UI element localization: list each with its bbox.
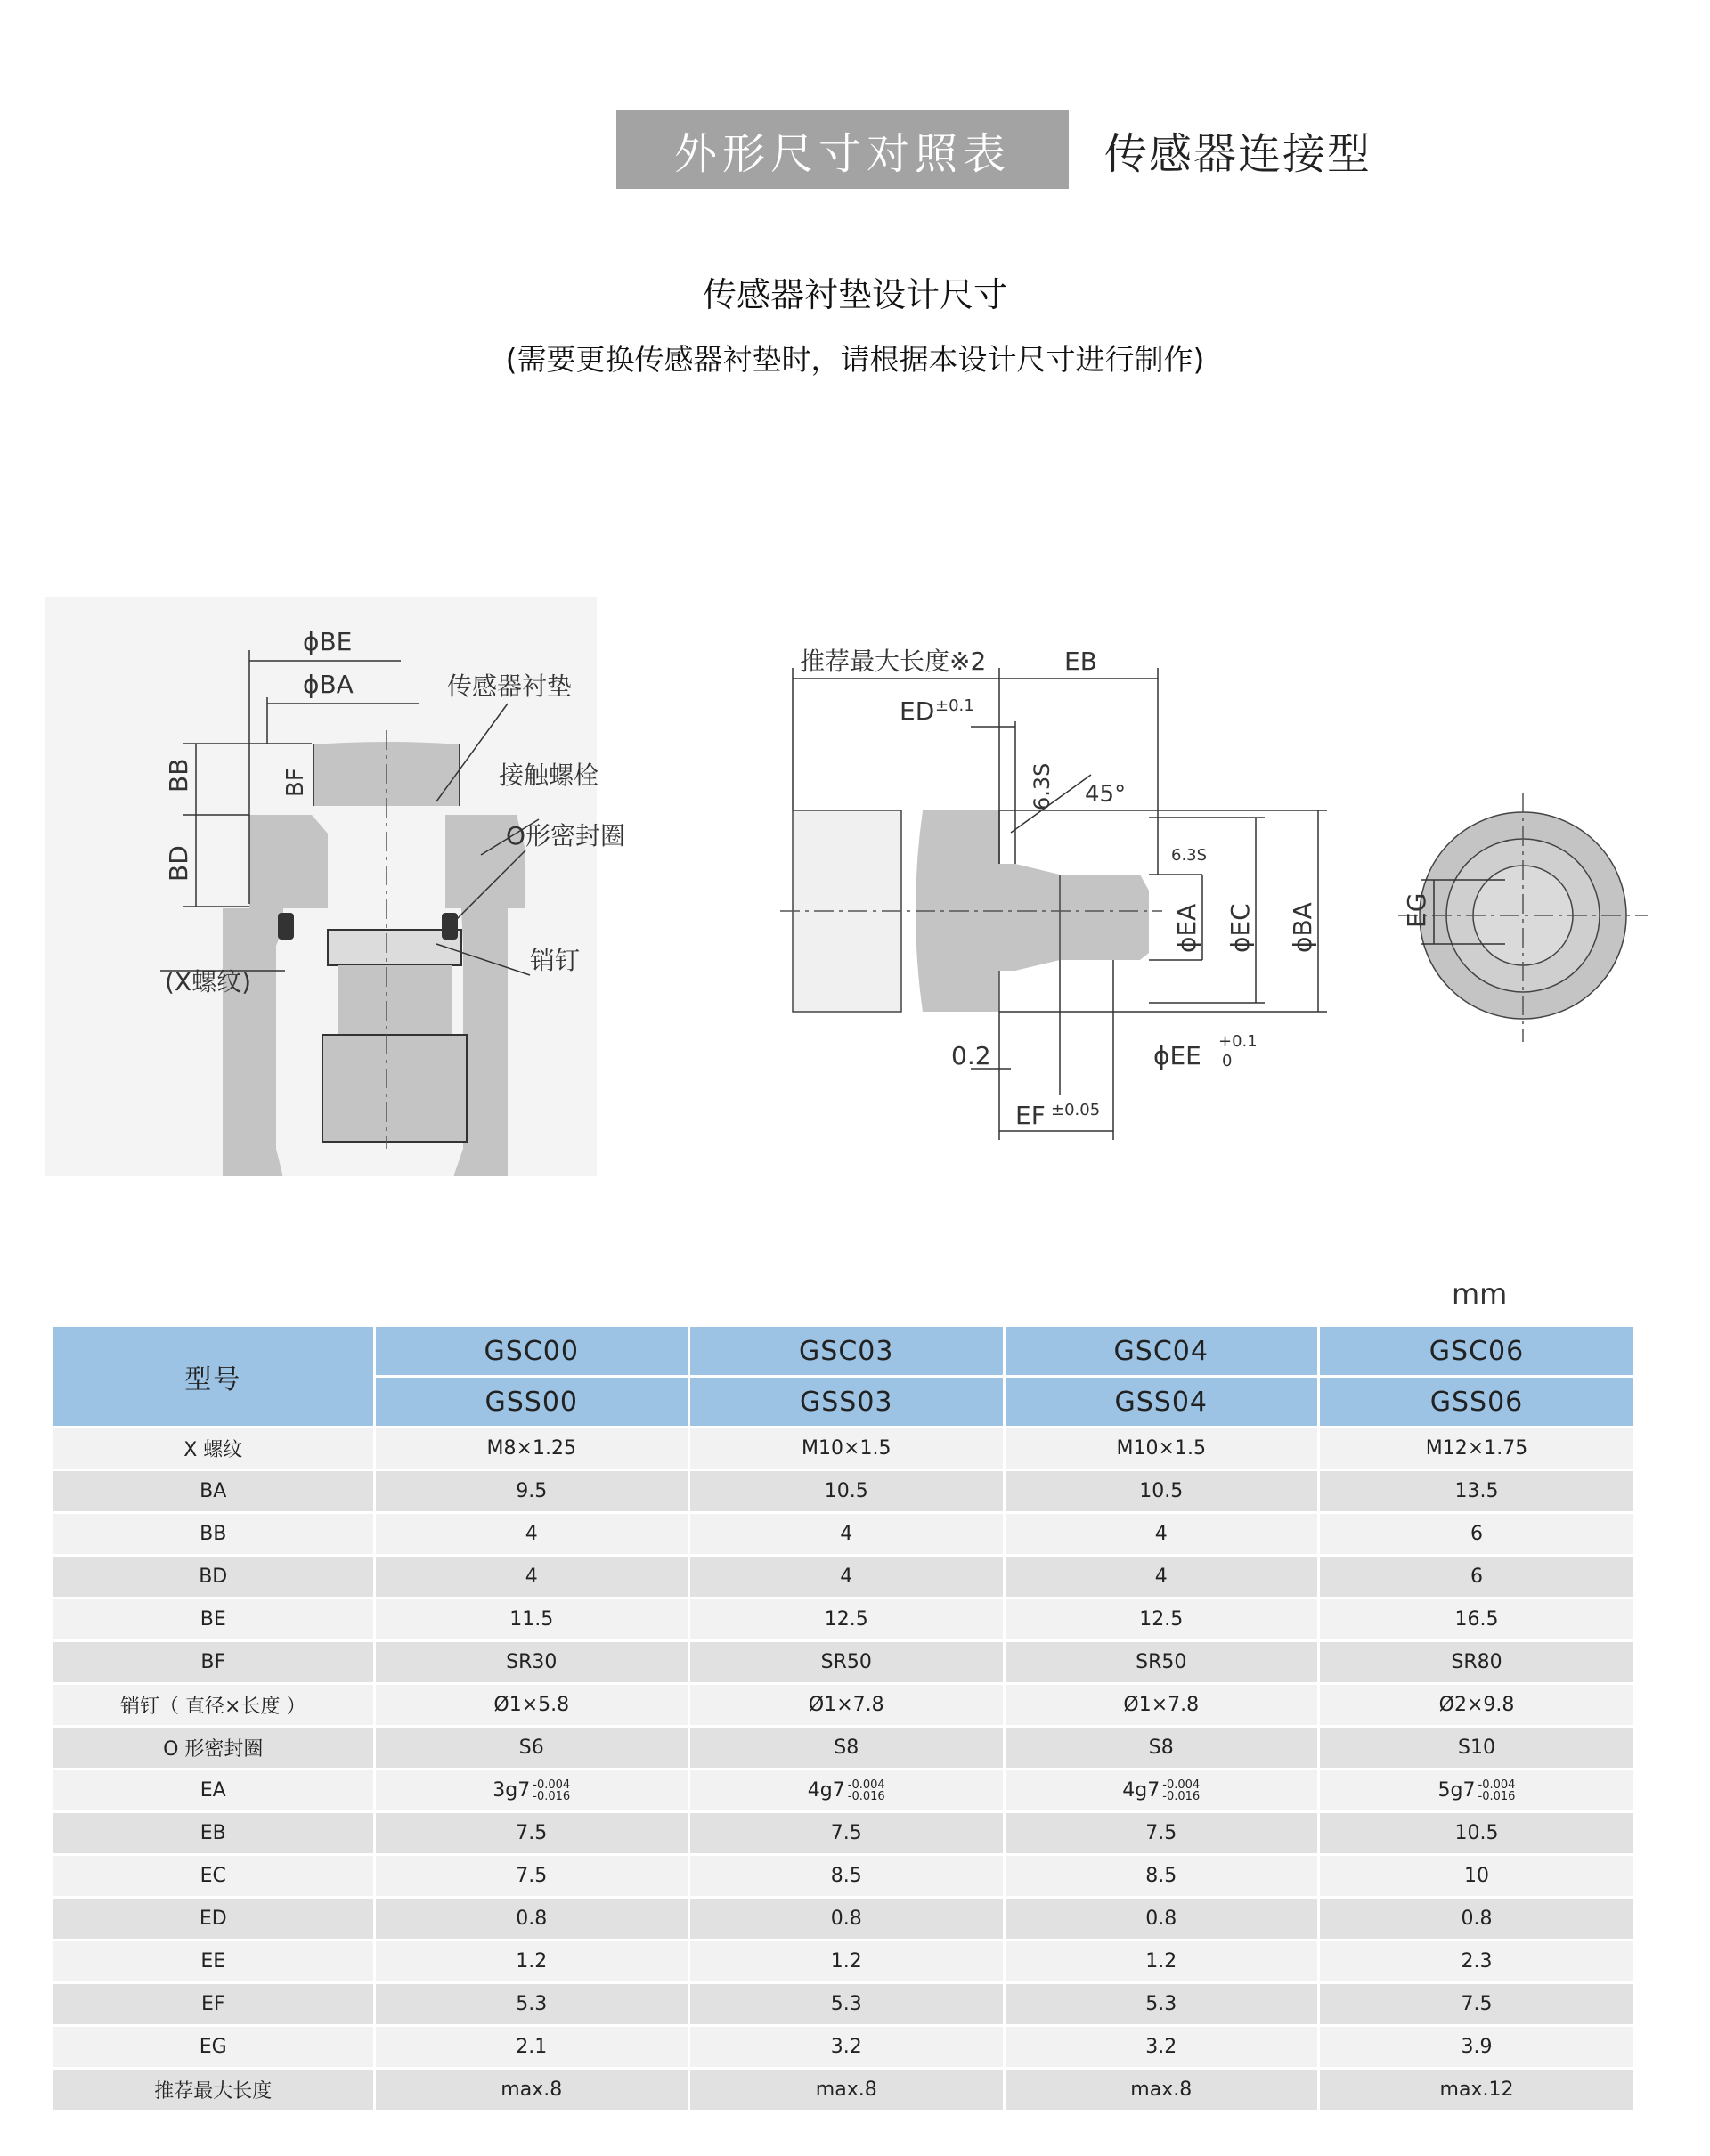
table-row — [53, 1556, 1633, 1599]
table-cell — [1004, 1983, 1319, 2026]
row-label: BE — [53, 1599, 374, 1641]
cell-value: 3.2 — [830, 2036, 862, 2058]
cell-value: 8.5 — [830, 1865, 862, 1887]
table-cell — [374, 1470, 689, 1513]
cell-value: 12.5 — [824, 1608, 868, 1631]
table-cell — [374, 1641, 689, 1684]
left-section-drawing — [45, 597, 625, 1176]
row-label: BF — [53, 1641, 374, 1684]
table-cell — [1319, 1556, 1634, 1599]
table-cell — [1004, 1940, 1319, 1983]
cell-value: M8×1.25 — [486, 1437, 576, 1460]
table-cell — [689, 1983, 1005, 2026]
cell-value: 2.3 — [1461, 1950, 1493, 1973]
cell-value: S8 — [834, 1737, 859, 1759]
label-eb: EB — [1064, 647, 1097, 676]
cell-value: S6 — [518, 1737, 544, 1759]
table-cell — [374, 1855, 689, 1898]
table-cell — [1319, 2026, 1634, 2069]
table-row — [53, 2026, 1633, 2069]
cell-value: max.8 — [1130, 2079, 1193, 2101]
table-row — [53, 1513, 1633, 1556]
cell-value: Ø1×5.8 — [493, 1694, 570, 1716]
table-row — [53, 2069, 1633, 2111]
label-bb: BB — [164, 758, 193, 793]
table-body — [53, 1428, 1633, 2111]
model-gsc: GSC00 — [374, 1327, 689, 1377]
cell-value: 4 — [840, 1523, 853, 1545]
row-label: 推荐最大长度 — [53, 2069, 374, 2111]
table-cell — [1004, 1470, 1319, 1513]
cell-value: 1.2 — [1145, 1950, 1177, 1973]
header-subtitle: 传感器连接型 — [1104, 129, 1372, 179]
callout-pad: 传感器衬垫 — [447, 671, 573, 701]
cell-value: 1.2 — [830, 1950, 862, 1973]
label-eg: EG — [1402, 892, 1431, 928]
cell-value: max.12 — [1439, 2079, 1514, 2101]
label-thread: (X螺纹) — [165, 967, 252, 997]
section-note: (需要更换传感器衬垫时，请根据本设计尺寸进行制作) — [505, 342, 1205, 377]
label-angle: 45° — [1085, 781, 1127, 808]
table-cell — [1319, 1940, 1634, 1983]
tolerance-lower: -0.016 — [1478, 1789, 1516, 1803]
cell-value: 4 — [840, 1566, 853, 1588]
cell-value: 7.5 — [516, 1865, 548, 1887]
row-label: EB — [53, 1812, 374, 1855]
technical-drawings — [45, 597, 1665, 1176]
cell-value: 0.8 — [1145, 1908, 1177, 1930]
table-cell — [689, 2069, 1005, 2111]
label-ee-tol-up: +0.1 — [1218, 1032, 1258, 1051]
tolerance — [533, 1779, 570, 1802]
table-cell — [689, 1727, 1005, 1770]
table-cell — [1319, 1599, 1634, 1641]
table-cell — [689, 1556, 1005, 1599]
model-gss: GSS06 — [1319, 1377, 1634, 1428]
table-cell — [374, 1599, 689, 1641]
cell-value: Ø1×7.8 — [1123, 1694, 1200, 1716]
table-cell — [1319, 1812, 1634, 1855]
table-cell — [374, 1684, 689, 1727]
label-ea: ϕEA — [1172, 903, 1201, 953]
table-cell — [1004, 1556, 1319, 1599]
label-ed-tol: ±0.1 — [935, 696, 974, 715]
table-row — [53, 1898, 1633, 1940]
label-ed: ED — [900, 696, 935, 726]
table-cell — [689, 2026, 1005, 2069]
dimension-table — [53, 1327, 1633, 2110]
table-cell — [689, 1812, 1005, 1855]
tolerance-upper: -0.004 — [533, 1778, 571, 1792]
tolerance-upper: -0.004 — [847, 1778, 885, 1792]
cell-value: 4 — [1154, 1566, 1168, 1588]
tolerance-lower: -0.016 — [533, 1789, 571, 1803]
cell-value: SR50 — [1136, 1651, 1187, 1673]
label-roughness-2: 6.3S — [1171, 846, 1208, 865]
table-cell — [1004, 1641, 1319, 1684]
cell-value: 6 — [1470, 1566, 1483, 1588]
header-title: 外形尺寸对照表 — [673, 128, 1011, 179]
cell-value: 12.5 — [1139, 1608, 1184, 1631]
table-cell — [374, 1556, 689, 1599]
cell-value: 0.8 — [516, 1908, 548, 1930]
model-gss: GSS00 — [374, 1377, 689, 1428]
cell-value: 5g7 — [1437, 1778, 1476, 1802]
cell-value: 11.5 — [509, 1608, 554, 1631]
table-cell — [1004, 1898, 1319, 1940]
table-cell — [1004, 1855, 1319, 1898]
model-gss: GSS04 — [1004, 1377, 1319, 1428]
table-cell — [1319, 1898, 1634, 1940]
table-cell — [1004, 1428, 1319, 1470]
cell-value: S8 — [1148, 1737, 1174, 1759]
cell-value: 5.3 — [516, 1993, 548, 2015]
table-cell — [1319, 1641, 1634, 1684]
table-cell — [1004, 1684, 1319, 1727]
row-label: X 螺纹 — [53, 1428, 374, 1470]
table-cell — [374, 1727, 689, 1770]
row-label: O 形密封圈 — [53, 1727, 374, 1770]
table-row — [53, 1428, 1633, 1470]
cell-value: 4 — [1154, 1523, 1168, 1545]
table-row — [53, 1812, 1633, 1855]
cell-value: 10.5 — [824, 1480, 868, 1502]
row-label: BA — [53, 1470, 374, 1513]
table-row — [53, 1770, 1633, 1812]
tolerance-lower: -0.016 — [1162, 1789, 1201, 1803]
table-cell — [689, 1428, 1005, 1470]
label-be: ϕBE — [303, 627, 353, 656]
cell-value: 3g7 — [493, 1778, 531, 1802]
label-ba: ϕBA — [1288, 902, 1317, 953]
table-cell — [1319, 2069, 1634, 2111]
table-row — [53, 1599, 1633, 1641]
cell-value: 4 — [525, 1566, 538, 1588]
tolerance — [1478, 1779, 1516, 1802]
table-cell — [1319, 1727, 1634, 1770]
cell-value: 7.5 — [1145, 1822, 1177, 1844]
cell-value: 10 — [1464, 1865, 1489, 1887]
cell-value: M12×1.75 — [1425, 1437, 1528, 1460]
table-row — [53, 1684, 1633, 1727]
cell-value: 13.5 — [1454, 1480, 1499, 1502]
tolerance-upper: -0.004 — [1162, 1778, 1201, 1792]
cell-value: 3.2 — [1145, 2036, 1177, 2058]
label-ec: ϕEC — [1226, 903, 1255, 953]
model-header: 型号 — [53, 1327, 374, 1428]
cell-value: SR50 — [820, 1651, 872, 1673]
cell-value: 4 — [525, 1523, 538, 1545]
cell-value: 3.9 — [1461, 2036, 1493, 2058]
label-roughness-1: 6.3S — [1030, 762, 1054, 810]
model-gss: GSS03 — [689, 1377, 1005, 1428]
table-cell — [1319, 1428, 1634, 1470]
cell-value: SR80 — [1451, 1651, 1502, 1673]
cell-value: 9.5 — [516, 1480, 548, 1502]
cell-value: 5.3 — [1145, 1993, 1177, 2015]
label-ef: EF — [1015, 1101, 1046, 1130]
model-gsc: GSC06 — [1319, 1327, 1634, 1377]
table-cell — [1319, 1513, 1634, 1556]
cell-value: 16.5 — [1454, 1608, 1499, 1631]
label-bd: BD — [164, 845, 193, 882]
cell-value: 1.2 — [516, 1950, 548, 1973]
section-title: 传感器衬垫设计尺寸 — [702, 275, 1007, 314]
cell-value: 4g7 — [807, 1778, 845, 1802]
cell-value: 0.8 — [1461, 1908, 1493, 1930]
table-cell — [689, 1684, 1005, 1727]
row-label: EF — [53, 1983, 374, 2026]
cell-value: Ø1×7.8 — [808, 1694, 884, 1716]
tolerance — [848, 1779, 885, 1802]
table-cell — [374, 1983, 689, 2026]
table-row — [53, 1641, 1633, 1684]
model-gsc: GSC04 — [1004, 1327, 1319, 1377]
right-pad-drawing — [780, 647, 1327, 1140]
table-cell — [374, 2069, 689, 2111]
cell-value: 10.5 — [1139, 1480, 1184, 1502]
row-label: 销钉（ 直径×长度 ） — [53, 1684, 374, 1727]
label-ba: ϕBA — [303, 670, 354, 699]
callout-bolt: 接触螺栓 — [499, 761, 599, 790]
table-row — [53, 1855, 1633, 1898]
table-cell — [1004, 1812, 1319, 1855]
row-label: BD — [53, 1556, 374, 1599]
cell-value: max.8 — [501, 2079, 563, 2101]
label-ee: ϕEE — [1153, 1041, 1201, 1070]
table-cell — [1004, 2026, 1319, 2069]
row-label: EE — [53, 1940, 374, 1983]
table-cell — [374, 1940, 689, 1983]
table-row — [53, 1940, 1633, 1983]
cell-value: 2.1 — [516, 2036, 548, 2058]
table-row — [53, 1983, 1633, 2026]
cell-value: 5.3 — [830, 1993, 862, 2015]
cell-value: SR30 — [506, 1651, 558, 1673]
table-cell — [689, 1770, 1005, 1812]
callout-oring: O形密封圈 — [506, 821, 626, 850]
unit-label: mm — [1452, 1277, 1508, 1311]
label-ef-tol: ±0.05 — [1051, 1101, 1101, 1119]
cell-value: max.8 — [815, 2079, 877, 2101]
table-cell — [689, 1470, 1005, 1513]
table-cell — [1319, 1770, 1634, 1812]
label-ee-tol-low: 0 — [1222, 1052, 1233, 1070]
table-cell — [1004, 2069, 1319, 2111]
table-cell — [374, 1428, 689, 1470]
cell-value: S10 — [1458, 1737, 1495, 1759]
cell-value: 8.5 — [1145, 1865, 1177, 1887]
row-label: EC — [53, 1855, 374, 1898]
table-cell — [1004, 1513, 1319, 1556]
table-cell — [1319, 1684, 1634, 1727]
tolerance-upper: -0.004 — [1478, 1778, 1516, 1792]
table-cell — [374, 1513, 689, 1556]
table-cell — [689, 1940, 1005, 1983]
table-cell — [689, 1855, 1005, 1898]
table-cell — [1004, 1599, 1319, 1641]
header-title-box — [616, 110, 1069, 189]
callout-pin: 销钉 — [530, 946, 581, 975]
row-label: EA — [53, 1770, 374, 1812]
table-row — [53, 1470, 1633, 1513]
cell-value: 6 — [1470, 1523, 1483, 1545]
cell-value: 4g7 — [1122, 1778, 1160, 1802]
cell-value: M10×1.5 — [802, 1437, 892, 1460]
table-cell — [374, 1812, 689, 1855]
cell-value: 7.5 — [516, 1822, 548, 1844]
table-cell — [689, 1513, 1005, 1556]
label-bf: BF — [282, 768, 309, 797]
table-cell — [1004, 1727, 1319, 1770]
row-label: ED — [53, 1898, 374, 1940]
table-cell — [689, 1599, 1005, 1641]
table-cell — [1004, 1770, 1319, 1812]
cell-value: Ø2×9.8 — [1438, 1694, 1515, 1716]
row-label: BB — [53, 1513, 374, 1556]
cell-value: 0.8 — [830, 1908, 862, 1930]
tolerance-lower: -0.016 — [847, 1789, 885, 1803]
tolerance — [1162, 1779, 1200, 1802]
cell-value: 7.5 — [1461, 1993, 1493, 2015]
end-view-drawing — [1398, 793, 1648, 1042]
table-cell — [1319, 1983, 1634, 2026]
table-cell — [374, 1898, 689, 1940]
row-label: EG — [53, 2026, 374, 2069]
label-02: 0.2 — [951, 1041, 991, 1070]
table-cell — [689, 1641, 1005, 1684]
table-cell — [374, 2026, 689, 2069]
table-row — [53, 1727, 1633, 1770]
model-gsc: GSC03 — [689, 1327, 1005, 1377]
cell-value: 7.5 — [830, 1822, 862, 1844]
table-cell — [1319, 1855, 1634, 1898]
table-cell — [689, 1898, 1005, 1940]
label-recommended-len: 推荐最大长度※2 — [800, 647, 987, 676]
table-cell — [374, 1770, 689, 1812]
cell-value: M10×1.5 — [1116, 1437, 1206, 1460]
table-cell — [1319, 1470, 1634, 1513]
cell-value: 10.5 — [1454, 1822, 1499, 1844]
